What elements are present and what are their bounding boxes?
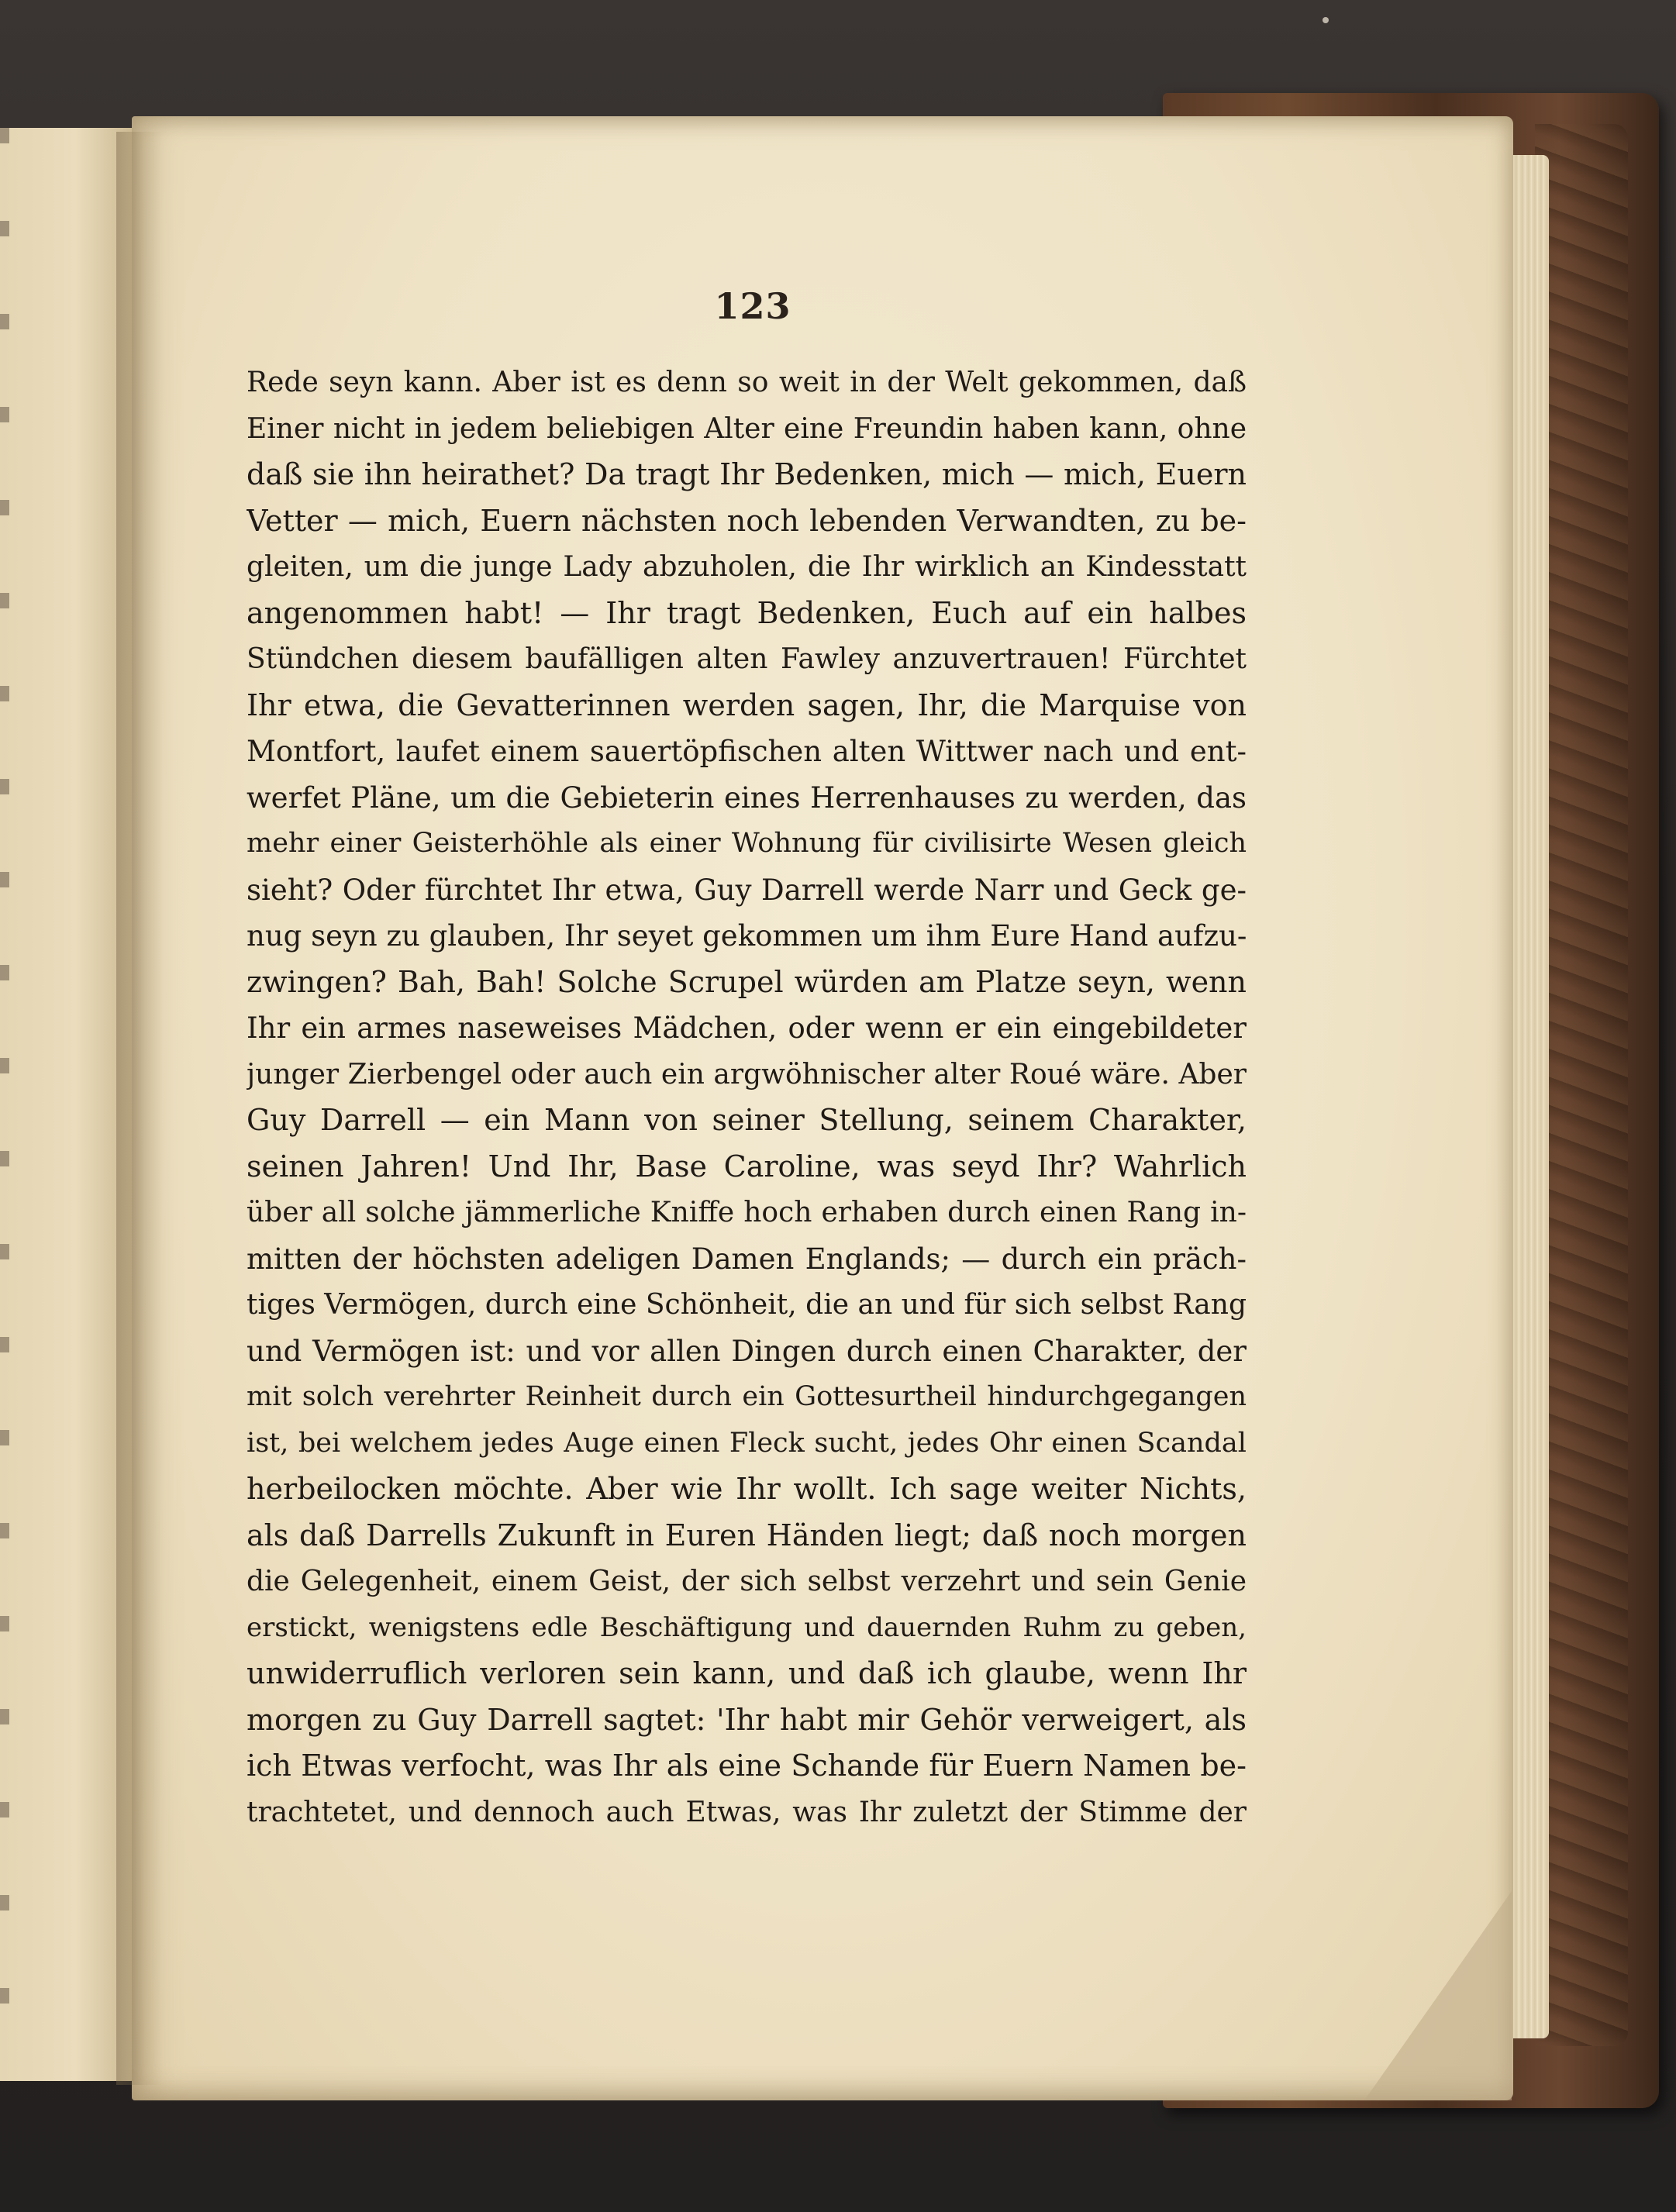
text-line: die Gelegenheit, einem Geist, der sich selbst verzehrt und sein Genie: [247, 1566, 1247, 1597]
text-line: Stündchen diesem baufälligen alten Fawley anzuvertrauen! Fürchtet: [247, 643, 1247, 675]
text-line: mit solch verehrter Reinheit durch ein Gottesurtheil hindurchgegangen: [247, 1381, 1247, 1412]
dust-speck: [1323, 17, 1329, 23]
text-line: trachtetet, und dennoch auch Etwas, was Ihr zuletzt der Stimme der: [247, 1796, 1247, 1828]
text-line: zwingen? Bah, Bah! Solche Scrupel würden am Platze seyn, wenn: [247, 964, 1247, 999]
text-line: Ihr ein armes naseweises Mädchen, oder wenn er ein eingebildeter: [247, 1011, 1247, 1045]
text-line: Vetter — mich, Euern nächsten noch lebenden Verwandten, zu be-: [247, 503, 1247, 538]
text-line: ich Etwas verfocht, was Ihr als eine Schande für Euern Namen be-: [247, 1749, 1247, 1783]
text-line: über all solche jämmerliche Kniffe hoch erhaben durch einen Rang in-: [247, 1197, 1247, 1228]
text-line: Einer nicht in jedem beliebigen Alter eine Freundin haben kann, ohne: [247, 412, 1247, 445]
text-line: als daß Darrells Zukunft in Euren Händen liegt; daß noch morgen: [247, 1518, 1247, 1552]
page-corner-fold: [1364, 1891, 1512, 2100]
text-line: junger Zierbengel oder auch ein argwöhnischer alter Roué wäre. Aber: [247, 1058, 1247, 1090]
text-line: und Vermögen ist: und vor allen Dingen durch einen Charakter, der: [247, 1334, 1247, 1368]
cover-texture: [1535, 124, 1628, 2046]
text-line: Ihr etwa, die Gevatterinnen werden sagen, Ihr, die Marquise von: [247, 687, 1247, 722]
text-line: Rede seyn kann. Aber ist es denn so weit in der Welt gekommen, daß: [247, 367, 1247, 398]
text-line: mitten der höchsten adeligen Damen Englands; — durch ein präch-: [247, 1242, 1247, 1276]
text-line: mehr einer Geisterhöhle als einer Wohnung für civilisirte Wesen gleich: [247, 828, 1247, 859]
text-line: sieht? Oder fürchtet Ihr etwa, Guy Darrell werde Narr und Geck ge-: [247, 873, 1247, 907]
text-line: erstickt, wenigstens edle Beschäftigung und dauernden Ruhm zu geben,: [247, 1611, 1247, 1643]
text-line: seinen Jahren! Und Ihr, Base Caroline, was seyd Ihr? Wahrlich: [247, 1149, 1247, 1184]
text-line: angenommen habt! — Ihr tragt Bedenken, Euch auf ein halbes: [247, 595, 1247, 630]
text-line: tiges Vermögen, durch eine Schönheit, die an und für sich selbst Rang: [247, 1289, 1247, 1321]
text-line: gleiten, um die junge Lady abzuholen, die Ihr wirklich an Kindesstatt: [247, 551, 1247, 583]
text-line: daß sie ihn heirathet? Da tragt Ihr Bedenken, mich — mich, Euern: [247, 457, 1247, 491]
text-line: werfet Pläne, um die Gebieterin eines Herrenhauses zu werden, das: [247, 780, 1247, 815]
left-page-margin-marks: [0, 128, 9, 2081]
page-number-text: 123: [714, 285, 791, 327]
page-number: [0, 285, 1676, 327]
page-body-text: [247, 360, 1247, 1835]
text-line: herbeilocken möchte. Aber wie Ihr wollt. Ich sage weiter Nichts,: [247, 1472, 1247, 1506]
text-line: morgen zu Guy Darrell sagtet: 'Ihr habt mir Gehör verweigert, als: [247, 1702, 1247, 1737]
text-line: Montfort, laufet einem sauertöpfischen alten Wittwer nach und ent-: [247, 735, 1247, 768]
text-line: unwiderruflich verloren sein kann, und daß ich glaube, wenn Ihr: [247, 1656, 1247, 1690]
text-line: nug seyn zu glauben, Ihr seyet gekommen um ihm Eure Hand aufzu-: [247, 919, 1247, 953]
text-line: ist, bei welchem jedes Auge einen Fleck sucht, jedes Ohr einen Scandal: [247, 1427, 1247, 1459]
text-line: Guy Darrell — ein Mann von seiner Stellung, seinem Charakter,: [247, 1103, 1247, 1137]
book-gutter-shadow: [116, 132, 163, 2085]
